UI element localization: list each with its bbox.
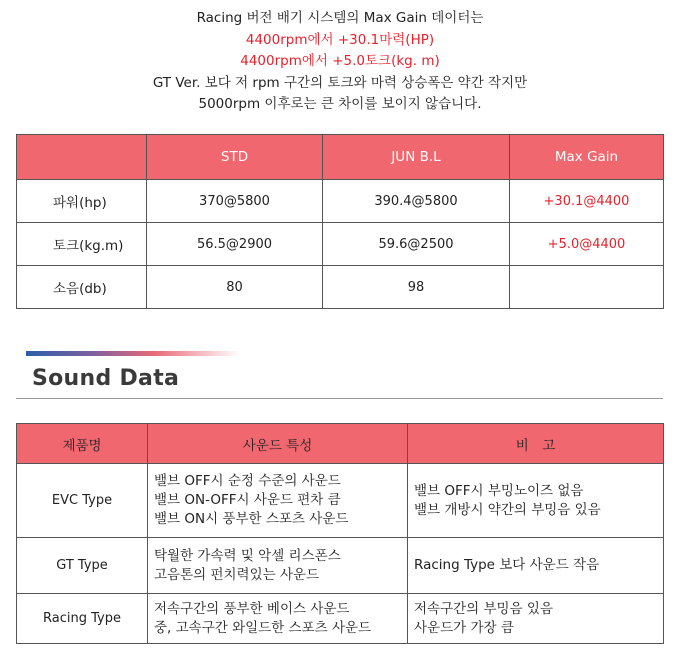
feature-line: 탁월한 가속력 및 악셀 리스폰스 [154,547,341,564]
section-title: Sound Data [32,366,180,391]
table-row [17,223,664,266]
section-divider [16,398,663,399]
torque-gain: +5.0@4400 [510,223,664,266]
sound-header-product: 제품명 [17,424,148,464]
feature-line: 밸브 OFF시 순정 수준의 사운드 [154,473,341,489]
table-row [17,180,664,223]
feature-line: 밸브 ON-OFF시 사운드 편차 큼 [154,492,341,508]
note-line: 저속구간의 부밍음 있음 [414,600,553,617]
performance-header-jun: JUN B.L [323,135,510,180]
sound-header-feature: 사운드 특성 [148,424,408,464]
performance-header-gain: Max Gain [510,135,664,180]
note-line: 사운드가 가장 큼 [414,619,514,636]
feature-line: 고음톤의 펀치력있는 사운드 [154,566,320,583]
noise-gain [510,266,664,309]
feature-line: 저속구간의 풍부한 베이스 사운드 [154,600,350,617]
sound-data-table [16,423,664,644]
feature-line: 중, 고속구간 와일드한 스포츠 사운드 [154,619,372,636]
note-line: 밸브 OFF시 부밍노이즈 없음 [414,482,584,499]
table-row [17,266,664,309]
product-name-racing: Racing Type [17,594,148,644]
power-jun: 390.4@5800 [323,180,510,223]
noise-jun: 98 [323,266,510,309]
sound-header-notes: 비 고 [408,424,664,464]
intro-line-1: Racing 버전 배기 시스템의 Max Gain 데이터는 [196,10,484,26]
torque-jun: 59.6@2500 [323,223,510,266]
row-label-noise: 소음(db) [17,266,147,309]
intro-line-5: 5000rpm 이후로는 큰 차이를 보이지 않습니다. [198,96,482,112]
section-accent-bar [26,351,240,356]
table-row [17,464,664,538]
intro-line-hp: 4400rpm에서 +30.1마력(HP) [245,31,435,48]
notes-cell-racing [408,594,664,644]
feature-line: 밸브 ON시 풍부한 스포츠 사운드 [154,511,349,527]
table-row [17,594,664,644]
table-row [17,538,664,594]
notes-cell-evc [408,464,664,538]
performance-header-std: STD [147,135,323,180]
feature-cell-gt [148,538,408,594]
power-gain: +30.1@4400 [510,180,664,223]
intro-text [0,8,680,116]
row-label-torque: 토크(kg.m) [17,223,147,266]
intro-line-torque: 4400rpm에서 +5.0토크(kg. m) [240,53,440,69]
product-name-gt: GT Type [17,538,148,594]
power-std: 370@5800 [147,180,323,223]
product-name-evc: EVC Type [17,464,148,538]
notes-cell-gt [408,538,664,594]
torque-std: 56.5@2900 [147,223,323,266]
noise-std: 80 [147,266,323,309]
performance-header-blank [17,135,147,180]
sound-header-row [17,424,664,464]
note-line: 밸브 개방시 약간의 부밍음 있음 [414,501,601,518]
row-label-power: 파워(hp) [17,180,147,223]
performance-header-row [17,135,664,180]
performance-table [16,134,664,309]
note-line: Racing Type 보다 사운드 작음 [414,557,600,573]
feature-cell-racing [148,594,408,644]
intro-line-4: GT Ver. 보다 저 rpm 구간의 토크와 마력 상승폭은 약간 작지만 [152,74,528,91]
feature-cell-evc [148,464,408,538]
